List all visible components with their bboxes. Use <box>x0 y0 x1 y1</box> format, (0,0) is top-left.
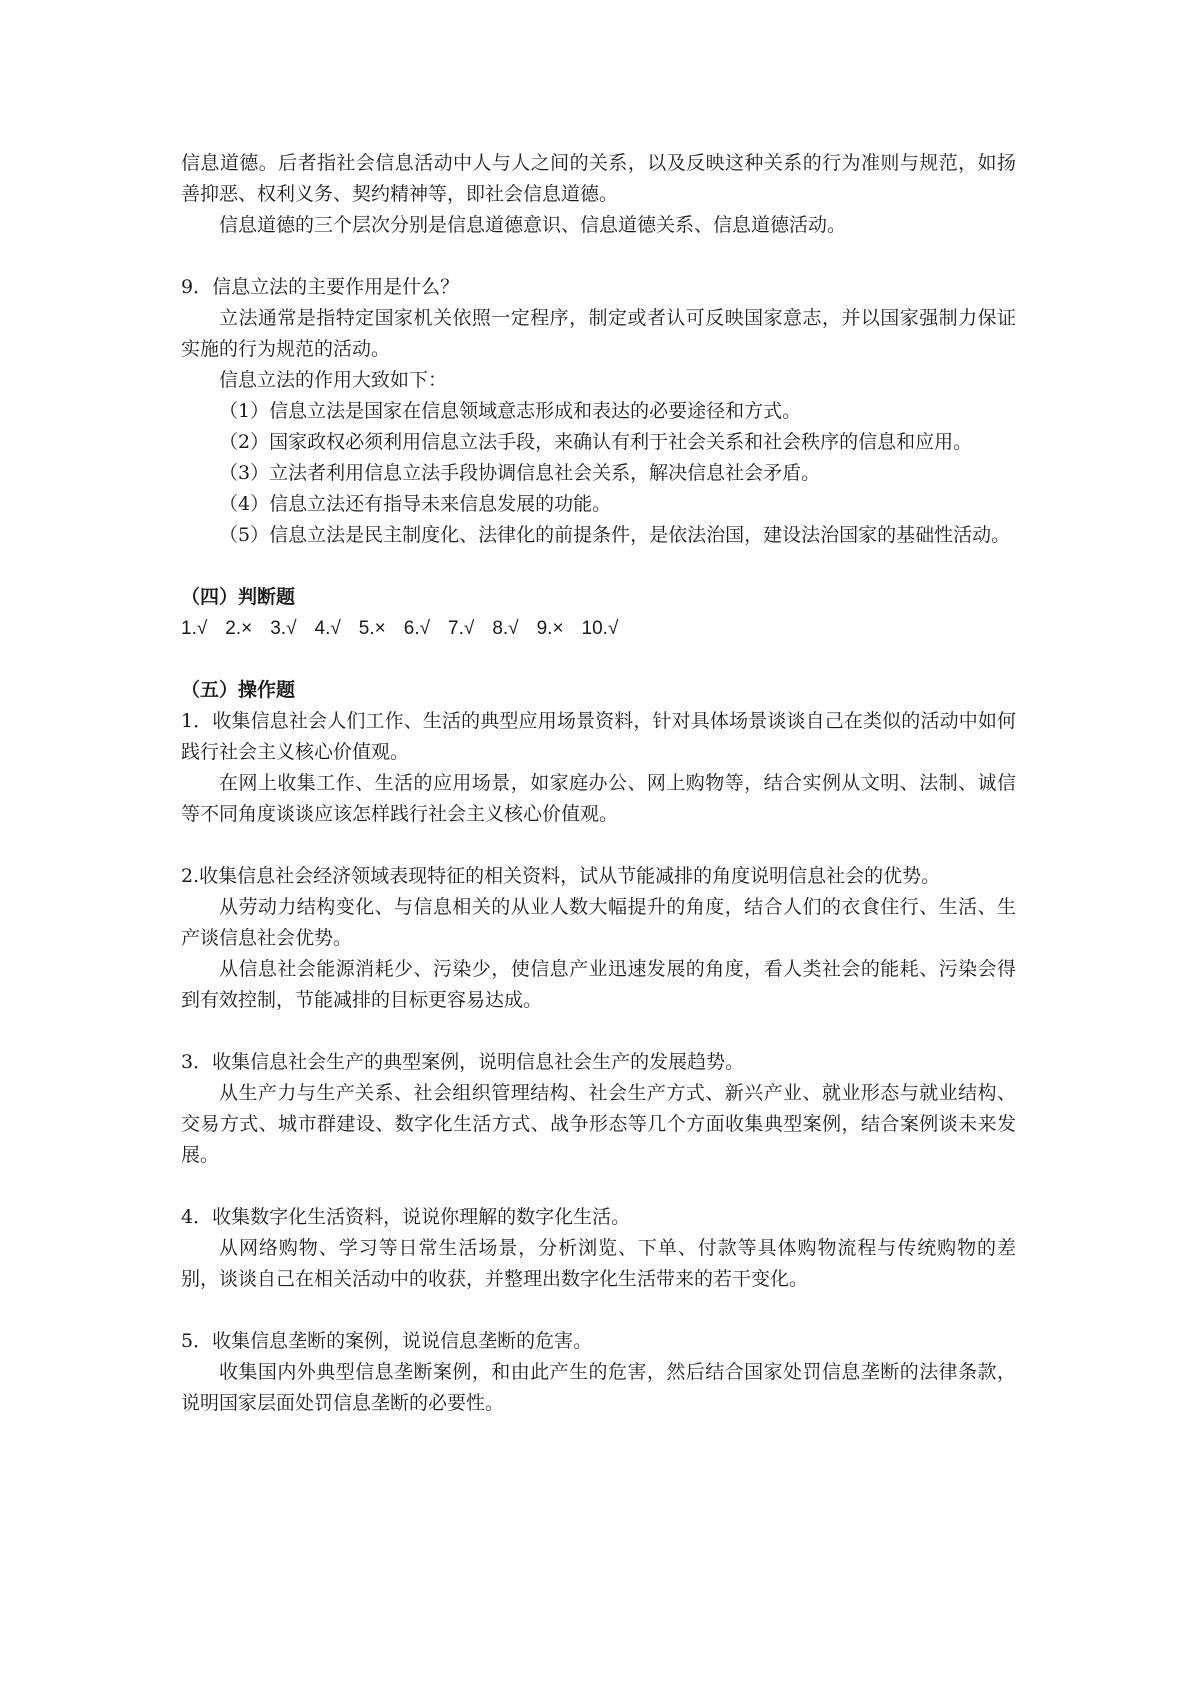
judgement-answers <box>181 613 1016 644</box>
task-3-answer-1: 从生产力与生产关系、社会组织管理结构、社会生产方式、新兴产业、就业形态与就业结构、交易方式、城市群建设、数字化生活方式、战争形态等几个方面收集典型案例，结合案例谈未来发展。 <box>181 1082 1016 1166</box>
q9-paragraph-1: 立法通常是指特定国家机关依照一定程序，制定或者认可反映国家意志，并以国家强制力保证实施的行为规范的活动。 <box>181 307 1016 360</box>
intro-paragraph-2: 信息道德的三个层次分别是信息道德意识、信息道德关系、信息道德活动。 <box>219 214 847 236</box>
q9-item-1: （1）信息立法是国家在信息领域意志形成和表达的必要途径和方式。 <box>219 400 802 422</box>
task-5-question: 5．收集信息垄断的案例，说说信息垄断的危害。 <box>181 1330 593 1352</box>
task-4-answer-1: 从网络购物、学习等日常生活场景，分析浏览、下单、付款等具体购物流程与传统购物的差别，谈谈自己在相关活动中的收获，并整理出数字化生活带来的若干变化。 <box>181 1237 1016 1290</box>
spacer <box>181 644 1016 675</box>
q9-item-4: （4）信息立法还有指导未来信息发展的功能。 <box>219 493 612 515</box>
judgement-answer-7: 7.√ <box>448 618 475 639</box>
page-content <box>181 148 1016 1419</box>
task-2-answer-2: 从信息社会能源消耗少、污染少，使信息产业迅速发展的角度，看人类社会的能耗、污染会得到有效控制，节能减排的目标更容易达成。 <box>181 958 1016 1011</box>
judgement-answer-10: 10.√ <box>581 618 619 639</box>
spacer <box>181 1171 1016 1202</box>
judgement-answer-4: 4.√ <box>314 618 341 639</box>
judgement-answer-1: 1.√ <box>181 618 208 639</box>
judgement-answer-3: 3.√ <box>270 618 297 639</box>
task-2-answer-1: 从劳动力结构变化、与信息相关的从业人数大幅提升的角度，结合人们的衣食住行、生活、生产谈信息社会优势。 <box>181 896 1016 949</box>
spacer <box>181 1295 1016 1326</box>
spacer <box>181 1016 1016 1047</box>
judgement-answer-9: 9.× <box>536 618 564 639</box>
operation-heading: （五）操作题 <box>181 679 296 701</box>
q9-paragraph-2: 信息立法的作用大致如下： <box>219 369 448 391</box>
q9-item-3: （3）立法者利用信息立法手段协调信息社会关系，解决信息社会矛盾。 <box>219 462 821 484</box>
task-5-answer-1: 收集国内外典型信息垄断案例，和由此产生的危害，然后结合国家处罚信息垄断的法律条款，说明国家层面处罚信息垄断的必要性。 <box>181 1361 1016 1414</box>
spacer <box>181 830 1016 861</box>
judgement-answer-2: 2.× <box>225 618 253 639</box>
task-1-answer-1: 在网上收集工作、生活的应用场景，如家庭办公、网上购物等，结合实例从文明、法制、诚信等不同角度谈谈应该怎样践行社会主义核心价值观。 <box>181 772 1016 825</box>
judgement-heading: （四）判断题 <box>181 586 296 608</box>
task-1-question: 1．收集信息社会人们工作、生活的典型应用场景资料，针对具体场景谈谈自己在类似的活动中如何践行社会主义核心价值观。 <box>181 710 1016 763</box>
intro-paragraph-1: 信息道德。后者指社会信息活动中人与人之间的关系，以及反映这种关系的行为准则与规范，如扬善抑恶、权利义务、契约精神等，即社会信息道德。 <box>181 152 1016 205</box>
spacer <box>181 551 1016 582</box>
spacer <box>181 241 1016 272</box>
task-3-question: 3．收集信息社会生产的典型案例，说明信息社会生产的发展趋势。 <box>181 1051 745 1073</box>
task-4-question: 4．收集数字化生活资料，说说你理解的数字化生活。 <box>181 1206 631 1228</box>
q9-item-2: （2）国家政权必须利用信息立法手段，来确认有利于社会关系和社会秩序的信息和应用。 <box>219 431 973 453</box>
task-2-question: 2.收集信息社会经济领域表现特征的相关资料，试从节能减排的角度说明信息社会的优势。 <box>181 865 941 887</box>
q9-question: 9．信息立法的主要作用是什么？ <box>181 276 460 298</box>
judgement-answer-8: 8.√ <box>492 618 519 639</box>
judgement-answer-6: 6.√ <box>403 618 431 639</box>
judgement-answer-5: 5.× <box>358 618 386 639</box>
q9-item-5: （5）信息立法是民主制度化、法律化的前提条件，是依法治国，建设法治国家的基础性活动。 <box>219 524 1011 546</box>
